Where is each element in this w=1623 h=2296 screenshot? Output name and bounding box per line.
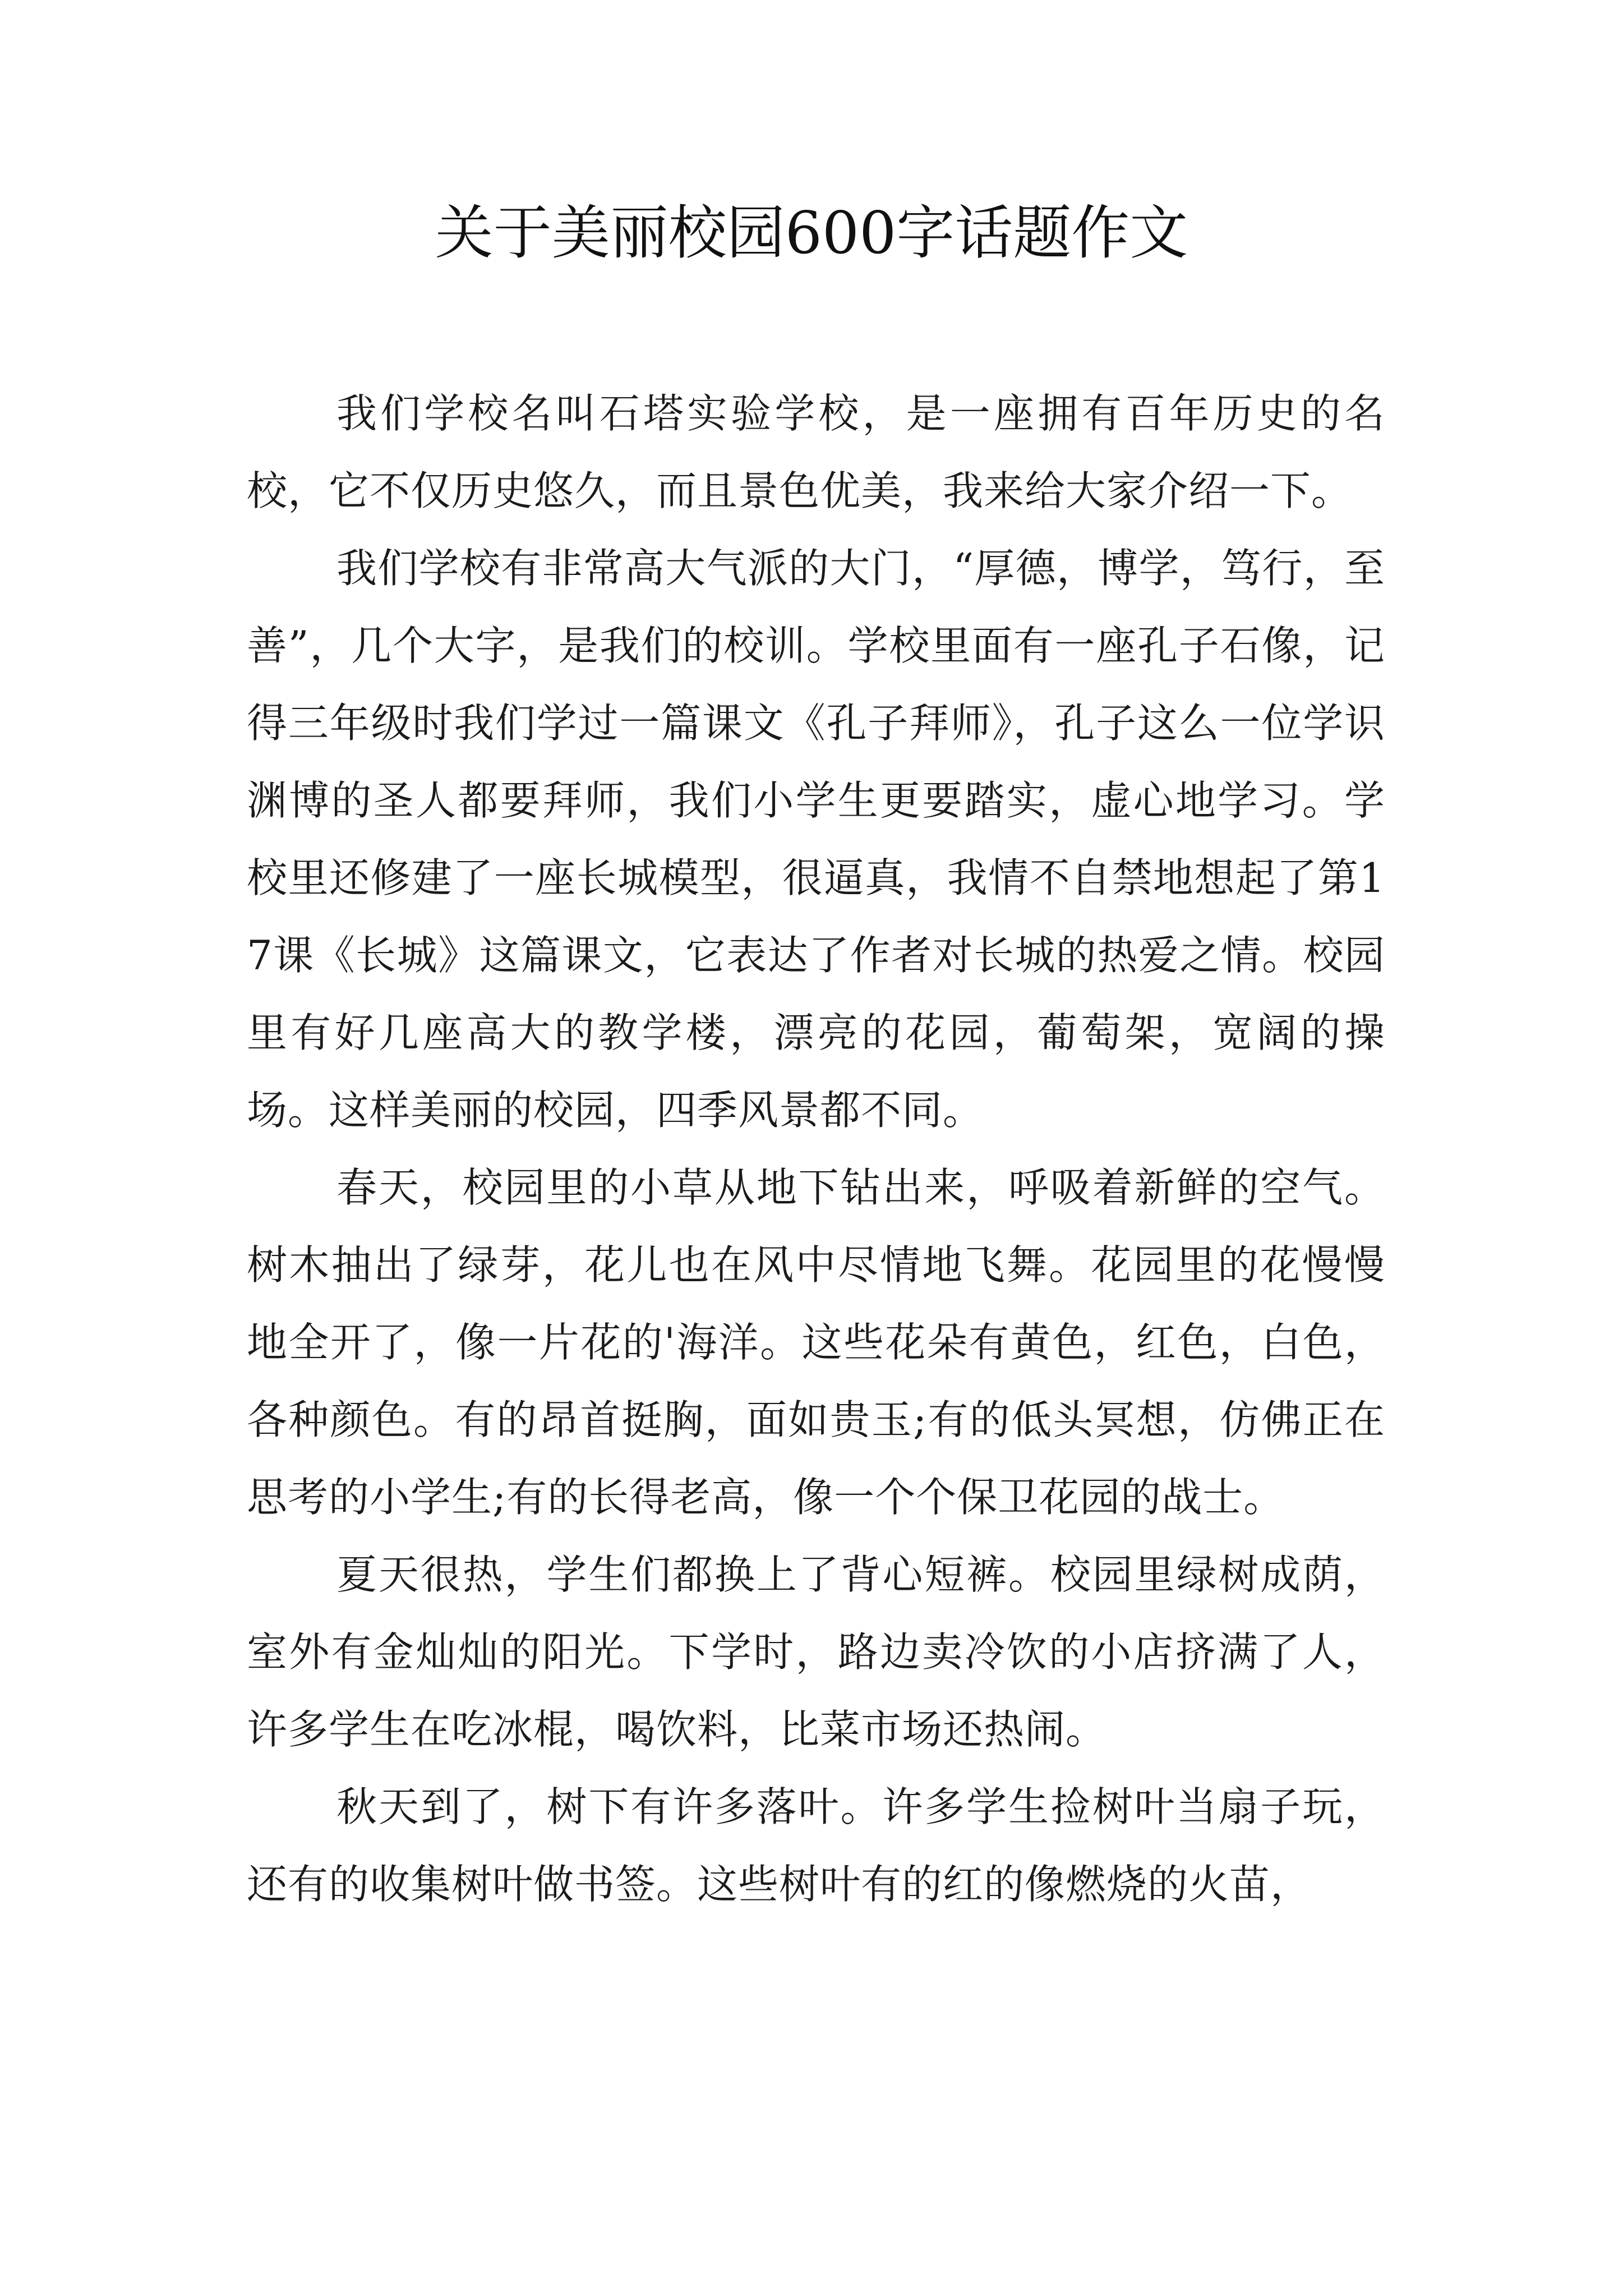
paragraph-summer: 夏天很热，学生们都换上了背心短裤。校园里绿树成荫，室外有金灿灿的阳光。下学时，路边卖冷饮的小店挤满了人，许多学生在吃冰棍，喝饮料，比菜市场还热闹。 [247, 1551, 1385, 1753]
document-title: 关于美丽校园600字话题作文 [435, 199, 1188, 267]
document-body [247, 375, 1385, 1923]
paragraph-gate-and-campus: 我们学校有非常高大气派的大门，“厚德，博学，笃行，至善”，几个大字，是我们的校训。学校里面有一座孔子石像，记得三年级时我们学过一篇课文《孔子拜师》，孔子这么一位学识渊博的圣人都要拜师，我们小学生更要踏实，虚心地学习。学校里还修建了一座长城模型，很逼真，我情不自禁地想起了第17课《长城》这篇课文，它表达了作者对长城的热爱之情。校园里有好几座高大的教学楼，漂亮的花园，葡萄架，宽阔的操场。这样美丽的校园，四季风景都不同。 [247, 545, 1385, 1134]
paragraph-spring: 春天，校园里的小草从地下钻出来，呼吸着新鲜的空气。树木抽出了绿芽，花儿也在风中尽情地飞舞。花园里的花慢慢地全开了，像一片花的'海洋。这些花朵有黄色，红色，白色，各种颜色。有的昂首挺胸，面如贵玉;有的低头冥想，仿佛正在思考的小学生;有的长得老高，像一个个保卫花园的战士。 [247, 1164, 1385, 1521]
paragraph-intro: 我们学校名叫石塔实验学校，是一座拥有百年历史的名校，它不仅历史悠久，而且景色优美，我来给大家介绍一下。 [247, 390, 1385, 514]
paragraph-autumn: 秋天到了，树下有许多落叶。许多学生捡树叶当扇子玩，还有的收集树叶做书签。这些树叶有的红的像燃烧的火苗， [247, 1783, 1385, 1908]
